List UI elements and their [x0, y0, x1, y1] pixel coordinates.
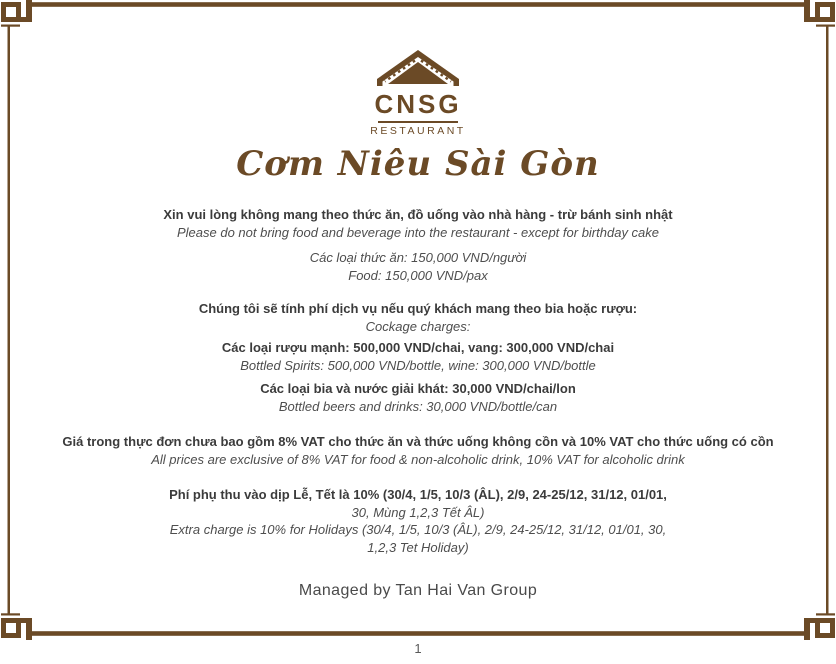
notice-food-price	[40, 249, 796, 284]
notice-line-en: Bottled beers and drinks: 30,000 VND/bottle/can	[278, 398, 558, 414]
brand-abbr: CNSG	[374, 89, 462, 119]
notice-no-outside-food	[40, 206, 796, 241]
notice-line-vn: Các loại bia và nước giải khát: 30,000 VND/chai/lon	[260, 381, 576, 397]
notice-line-vn: Các loại rượu mạnh: 500,000 VND/chai, vang: 300,000 VND/chai	[221, 340, 615, 356]
roof-icon	[376, 50, 460, 88]
notice-line-vn: Các loại thức ăn: 150,000 VND/người	[309, 250, 527, 266]
page-number: 1	[414, 641, 422, 656]
notice-spirits-wine	[40, 339, 796, 374]
notice-line-en: Bottled Spirits: 500,000 VND/bottle, wine: 300,000 VND/bottle	[240, 357, 596, 373]
notice-line-vn: Phí phụ thu vào dịp Lễ, Tết là 10% (30/4, 1/5, 10/3 (ÂL), 2/9, 24-25/12, 31/12, 01/01,	[169, 487, 667, 503]
notice-line-vn: Xin vui lòng không mang theo thức ăn, đồ uống vào nhà hàng - trừ bánh sinh nhật	[163, 207, 673, 223]
notice-line-en: Food: 150,000 VND/pax	[348, 267, 488, 283]
notice-line-en: Cockage charges:	[365, 318, 471, 334]
notice-line-vn-cont: 30, Mùng 1,2,3 Tết ÂL)	[351, 504, 485, 520]
restaurant-logo	[40, 50, 796, 186]
notice-line-en: Extra charge is 10% for Holidays (30/4, 1/5, 10/3 (ÂL), 2/9, 24-25/12, 31/12, 01/01, 30,	[169, 522, 667, 538]
notice-holiday-surcharge	[40, 486, 796, 556]
managed-by-text: Managed by Tan Hai Van Group	[298, 582, 538, 600]
menu-content	[40, 0, 796, 600]
notice-line-vn: Chúng tôi sẽ tính phí dịch vụ nếu quý khách mang theo bia hoặc rượu:	[198, 301, 638, 317]
brand-type: RESTAURANT	[370, 125, 466, 138]
notice-line-vn: Giá trong thực đơn chưa bao gồm 8% VAT cho thức ăn và thức uống không cồn và 10% VAT cho thức uống có cồn	[62, 434, 774, 450]
notice-cockage	[40, 300, 796, 335]
brand-script-name: Cơm Niêu Sài Gòn	[236, 144, 600, 185]
notice-line-en-cont: 1,2,3 Tet Holiday)	[367, 539, 469, 555]
notice-beer-drinks	[40, 380, 796, 415]
notice-vat	[40, 433, 796, 468]
notice-line-en: All prices are exclusive of 8% VAT for food & non-alcoholic drink, 10% VAT for alcoholic drink	[151, 451, 685, 467]
logo-divider	[378, 121, 458, 124]
notice-line-en: Please do not bring food and beverage into the restaurant - except for birthday cake	[176, 224, 660, 240]
